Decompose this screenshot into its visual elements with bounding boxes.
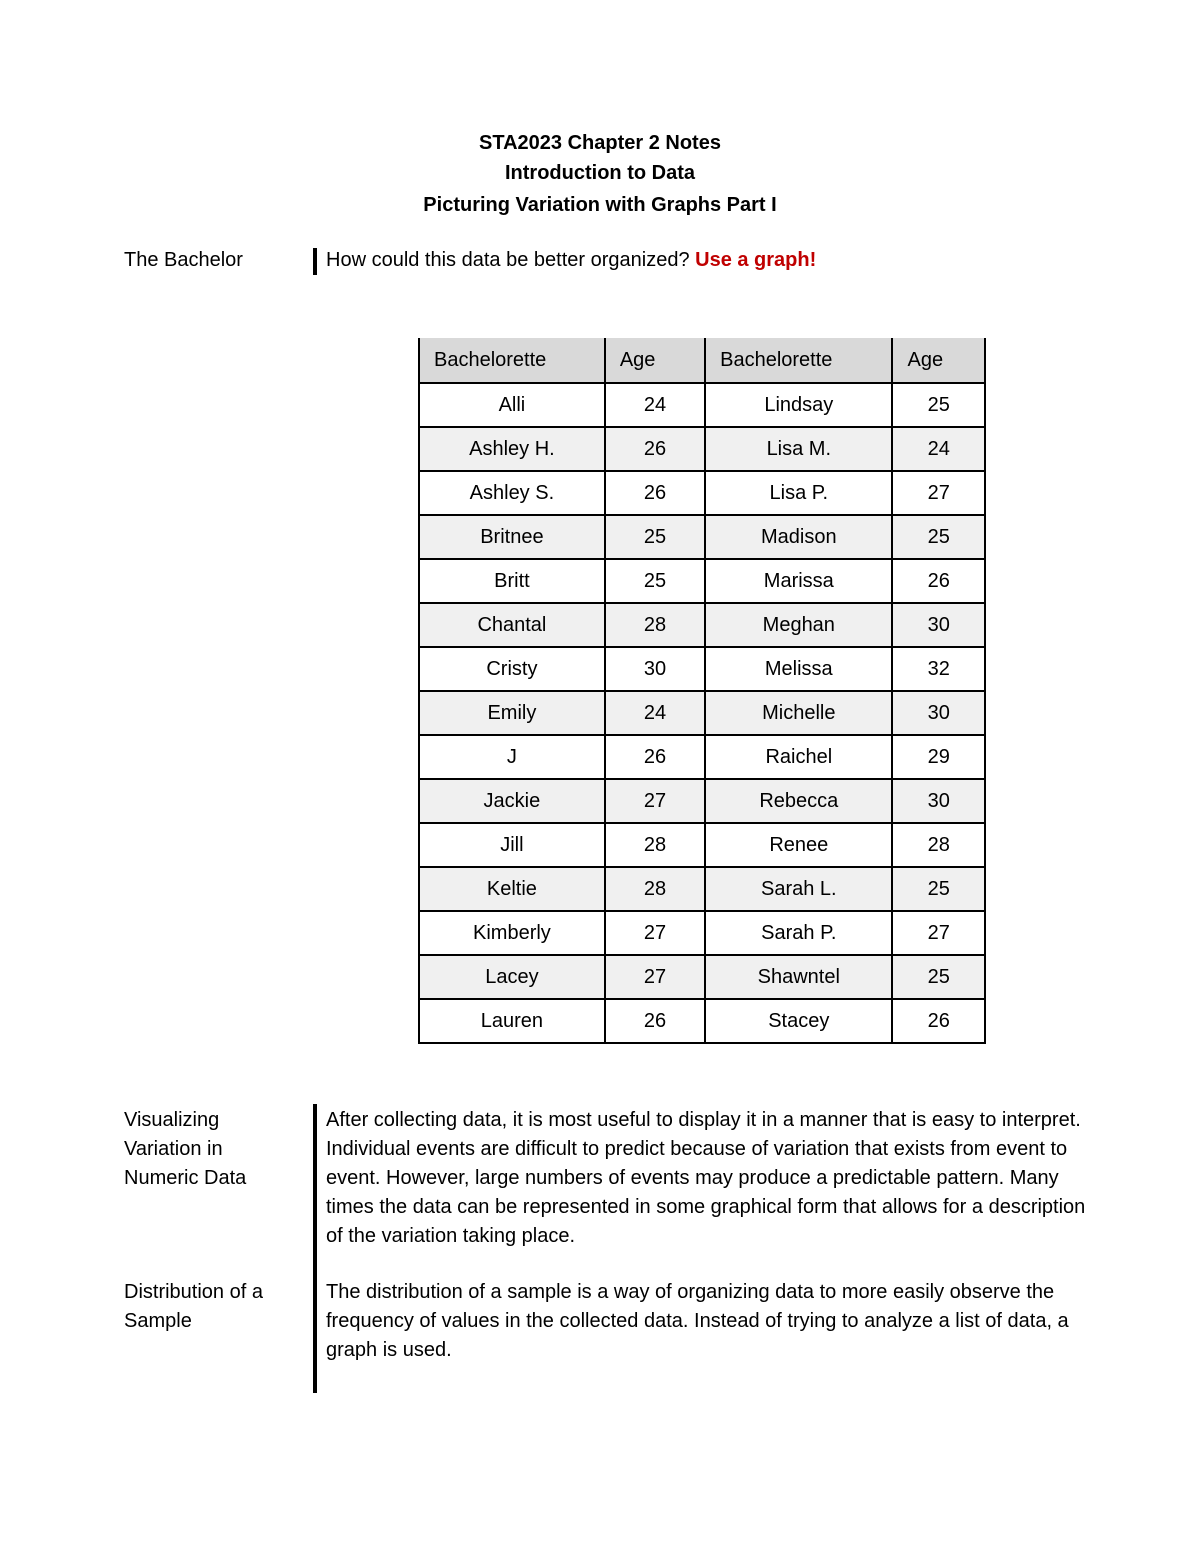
table-row (419, 911, 985, 955)
visualizing-label-line: Variation in (124, 1138, 223, 1160)
name-cell: Alli (419, 383, 605, 427)
age-cell: 26 (605, 999, 705, 1043)
name-cell: Marissa (705, 559, 892, 603)
age-cell: 30 (892, 603, 985, 647)
name-cell: Britt (419, 559, 605, 603)
name-cell: Britnee (419, 515, 605, 559)
table-row (419, 691, 985, 735)
bachelor-answer: Use a graph! (695, 249, 817, 271)
age-cell: 24 (605, 691, 705, 735)
name-cell: Melissa (705, 647, 892, 691)
name-cell: Emily (419, 691, 605, 735)
section-divider (313, 1104, 317, 1393)
name-cell: Chantal (419, 603, 605, 647)
distribution-label-line: Distribution of a (124, 1281, 263, 1303)
name-cell: Lindsay (705, 383, 892, 427)
name-cell: Jill (419, 823, 605, 867)
name-cell: Jackie (419, 779, 605, 823)
age-cell: 32 (892, 647, 985, 691)
table-row (419, 515, 985, 559)
name-cell: Sarah L. (705, 867, 892, 911)
name-cell: Rebecca (705, 779, 892, 823)
age-cell: 25 (605, 559, 705, 603)
name-cell: Lacey (419, 955, 605, 999)
name-cell: Keltie (419, 867, 605, 911)
column-header: Age (892, 335, 985, 383)
age-cell: 28 (892, 823, 985, 867)
age-cell: 25 (605, 515, 705, 559)
age-cell: 24 (892, 427, 985, 471)
table-row (419, 823, 985, 867)
age-cell: 28 (605, 867, 705, 911)
table-row (419, 735, 985, 779)
bachelor-question: How could this data be better organized? (326, 249, 696, 271)
distribution-text: The distribution of a sample is a way of organizing data to more easily observe the frequency of values in the collected data. Instead of trying to analyze a list of data, a graph is used. (326, 1281, 1069, 1361)
name-cell: Michelle (705, 691, 892, 735)
name-cell: J (419, 735, 605, 779)
age-cell: 25 (892, 515, 985, 559)
name-cell: Ashley H. (419, 427, 605, 471)
column-header: Bachelorette (705, 335, 892, 383)
age-cell: 28 (605, 603, 705, 647)
name-cell: Sarah P. (705, 911, 892, 955)
table-row (419, 779, 985, 823)
column-header: Bachelorette (419, 335, 605, 383)
age-cell: 27 (605, 911, 705, 955)
visualizing-label-line: Visualizing (124, 1109, 220, 1131)
name-cell: Ashley S. (419, 471, 605, 515)
age-cell: 30 (892, 691, 985, 735)
table-body (419, 383, 985, 1043)
table-row (419, 471, 985, 515)
name-cell: Madison (705, 515, 892, 559)
visualizing-label-line: Numeric Data (124, 1167, 247, 1189)
age-cell: 26 (892, 999, 985, 1043)
bachelor-label: The Bachelor (124, 249, 243, 271)
age-cell: 26 (605, 427, 705, 471)
age-cell: 27 (892, 911, 985, 955)
name-cell: Lisa P. (705, 471, 892, 515)
visualizing-text: After collecting data, it is most useful to display it in a manner that is easy to interpret. Individual events are difficult to predict because of variation that exists from event to event. However, large numbers of events may produce a predictable pattern. Many times the data can be represented in some graphical form that allows for a description of the variation taking place. (326, 1109, 1086, 1247)
course-title: STA2023 Chapter 2 Notes (479, 132, 721, 154)
age-cell: 28 (605, 823, 705, 867)
name-cell: Lisa M. (705, 427, 892, 471)
name-cell: Stacey (705, 999, 892, 1043)
age-cell: 30 (892, 779, 985, 823)
table-row (419, 559, 985, 603)
table-row (419, 999, 985, 1043)
bachelor-question-line (326, 246, 1096, 275)
table-row (419, 427, 985, 471)
name-cell: Cristy (419, 647, 605, 691)
name-cell: Lauren (419, 999, 605, 1043)
bachelorette-age-table (418, 332, 986, 1044)
section-title: Picturing Variation with Graphs Part I (423, 194, 777, 216)
age-cell: 27 (605, 779, 705, 823)
name-cell: Renee (705, 823, 892, 867)
column-header: Age (605, 335, 705, 383)
visualizing-label (124, 1106, 294, 1193)
name-cell: Shawntel (705, 955, 892, 999)
age-cell: 26 (605, 471, 705, 515)
distribution-label-line: Sample (124, 1310, 192, 1332)
chapter-subtitle: Introduction to Data (505, 162, 695, 184)
table-row (419, 603, 985, 647)
age-cell: 26 (605, 735, 705, 779)
name-cell: Meghan (705, 603, 892, 647)
bachelor-divider (313, 248, 317, 275)
age-cell: 24 (605, 383, 705, 427)
age-cell: 27 (892, 471, 985, 515)
table-row (419, 383, 985, 427)
name-cell: Raichel (705, 735, 892, 779)
table-header-row (419, 335, 985, 383)
age-cell: 29 (892, 735, 985, 779)
distribution-label (124, 1278, 294, 1336)
table-row (419, 867, 985, 911)
name-cell: Kimberly (419, 911, 605, 955)
age-cell: 25 (892, 383, 985, 427)
age-cell: 30 (605, 647, 705, 691)
age-cell: 25 (892, 955, 985, 999)
age-cell: 27 (605, 955, 705, 999)
table-row (419, 647, 985, 691)
age-cell: 26 (892, 559, 985, 603)
page-header (0, 128, 1200, 220)
table-row (419, 955, 985, 999)
age-cell: 25 (892, 867, 985, 911)
